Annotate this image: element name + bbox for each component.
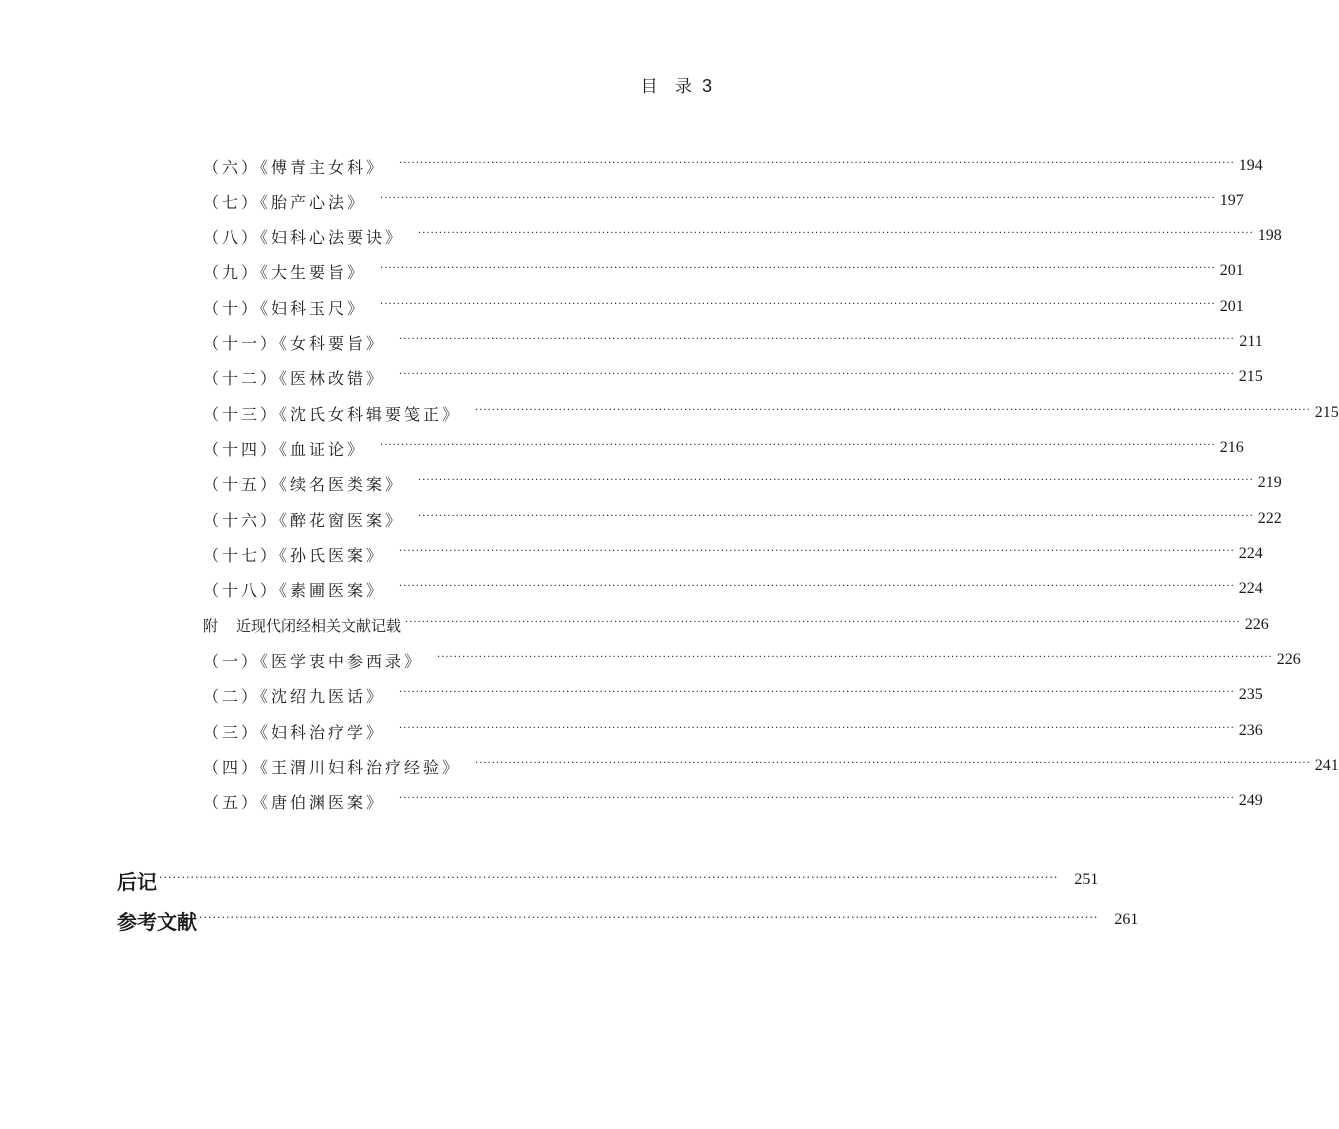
toc-entry[interactable]	[203, 331, 1263, 353]
toc-entry[interactable]	[203, 155, 1263, 177]
toc-entry[interactable]	[203, 578, 1263, 600]
toc-leader-dots: ········································································································································································································	[399, 581, 1235, 592]
toc-entry[interactable]	[203, 508, 1282, 530]
toc-entry-label: （十四）《血证论》	[203, 439, 367, 459]
toc-entry-page: 215	[1314, 404, 1339, 421]
toc-entry[interactable]	[203, 402, 1339, 424]
toc-leader-dots: ········································································································································································································	[399, 334, 1235, 345]
toc-leader-dots: ········································································································································································································	[418, 475, 1254, 486]
toc-leader-dots: ········································································································································································································	[475, 758, 1311, 769]
toc-leader-dots: ········································································································································································································	[399, 723, 1235, 734]
toc-chapter-page: 261	[1114, 911, 1139, 928]
toc-entry-label: （十）《妇科玉尺》	[203, 298, 367, 318]
header-title: 目 录	[640, 77, 698, 97]
toc-entry-page: 197	[1219, 192, 1244, 209]
toc-entry-label: （十一）《女科要旨》	[203, 333, 386, 353]
toc-leader-dots: ········································································································································································································	[380, 440, 1216, 451]
toc-leader-dots: ········································································································································································································	[159, 871, 1059, 884]
toc-leader-dots: ········································································································································································································	[199, 911, 1099, 924]
toc-entry-page: 201	[1219, 298, 1244, 315]
toc-appendix-heading[interactable]	[203, 614, 1269, 636]
toc-leader-dots: ········································································································································································································	[380, 299, 1216, 310]
toc-entry[interactable]	[203, 296, 1244, 318]
toc-entry-label: （五）《唐伯渊医案》	[203, 792, 386, 812]
toc-entry[interactable]	[203, 755, 1339, 777]
toc-entry[interactable]	[203, 366, 1263, 388]
toc-entry-page: 219	[1257, 474, 1282, 491]
toc-chapter-references[interactable]	[117, 905, 1139, 935]
toc-entry-label: （十二）《医林改错》	[203, 368, 386, 388]
toc-chapter-label: 后记	[117, 869, 157, 894]
toc-leader-dots: ········································································································································································································	[380, 263, 1216, 274]
toc-entry-page: 201	[1219, 262, 1244, 279]
toc-entry[interactable]	[203, 472, 1282, 494]
toc-entry-label: （八）《妇科心法要诀》	[203, 227, 405, 247]
toc-chapter-label: 参考文献	[117, 909, 197, 934]
toc-leader-dots: ········································································································································································································	[399, 546, 1235, 557]
toc-entry-label: （十三）《沈氏女科辑要笺正》	[203, 404, 462, 424]
toc-leader-dots: ········································································································································································································	[380, 193, 1216, 204]
toc-chapter-page: 251	[1074, 871, 1099, 888]
toc-entry[interactable]	[203, 684, 1263, 706]
toc-appendix-label	[203, 615, 401, 636]
toc-entry-label: （六）《傅青主女科》	[203, 157, 386, 177]
running-header	[641, 72, 712, 97]
toc-leader-dots: ········································································································································································································	[418, 511, 1254, 522]
toc-leader-dots: ········································································································································································································	[399, 369, 1235, 380]
toc-leader-dots: ········································································································································································································	[399, 793, 1235, 804]
toc-entry-page: 226	[1276, 651, 1301, 668]
toc-entry-page: 236	[1238, 722, 1263, 739]
header-page-number: 3	[701, 76, 712, 96]
appendix-prefix: 附	[203, 616, 219, 635]
toc-leader-dots: ········································································································································································································	[437, 652, 1273, 663]
toc-entry-page: 226	[1244, 616, 1269, 633]
toc-entry[interactable]	[203, 190, 1244, 212]
toc-leader-dots: ········································································································································································································	[399, 158, 1235, 169]
toc-leader-dots: ········································································································································································································	[418, 228, 1254, 239]
toc-entry[interactable]	[203, 260, 1244, 282]
toc-entry-page: 224	[1238, 580, 1263, 597]
toc-entry-page: 249	[1238, 792, 1263, 809]
toc-entry-label: （十六）《醉花窗医案》	[203, 510, 405, 530]
toc-entry-label: （二）《沈绍九医话》	[203, 686, 386, 706]
toc-entry-label: （一）《医学衷中参西录》	[203, 651, 424, 671]
toc-entry-page: 211	[1239, 333, 1263, 350]
toc-entry-page: 222	[1257, 510, 1282, 527]
toc-entry-label: （九）《大生要旨》	[203, 262, 367, 282]
toc-entry-page: 235	[1238, 686, 1263, 703]
toc-entry[interactable]	[203, 437, 1244, 459]
appendix-title: 近现代闭经相关文献记载	[236, 616, 402, 635]
toc-entry[interactable]	[203, 790, 1263, 812]
toc-leader-dots: ········································································································································································································	[475, 405, 1311, 416]
toc-entry-page: 224	[1238, 545, 1263, 562]
toc-entry-label: （十八）《素圃医案》	[203, 580, 386, 600]
toc-entry-label: （十七）《孙氏医案》	[203, 545, 386, 565]
toc-entry-page: 215	[1238, 368, 1263, 385]
toc-leader-dots: ········································································································································································································	[399, 687, 1235, 698]
toc-entry-page: 216	[1219, 439, 1244, 456]
toc-entry[interactable]	[203, 720, 1263, 742]
toc-entry-page: 198	[1257, 227, 1282, 244]
toc-leader-dots: ········································································································································································································	[405, 617, 1241, 628]
toc-entry-label: （十五）《续名医类案》	[203, 474, 405, 494]
toc-entry[interactable]	[203, 543, 1263, 565]
toc-entry-label: （七）《胎产心法》	[203, 192, 367, 212]
toc-entry[interactable]	[203, 225, 1282, 247]
toc-entry[interactable]	[203, 649, 1301, 671]
toc-entry-label: （三）《妇科治疗学》	[203, 722, 386, 742]
toc-chapter-afterword[interactable]	[117, 865, 1099, 895]
toc-entry-label: （四）《王渭川妇科治疗经验》	[203, 757, 462, 777]
toc-entry-page: 194	[1238, 157, 1263, 174]
toc-entry-page: 241	[1314, 757, 1339, 774]
